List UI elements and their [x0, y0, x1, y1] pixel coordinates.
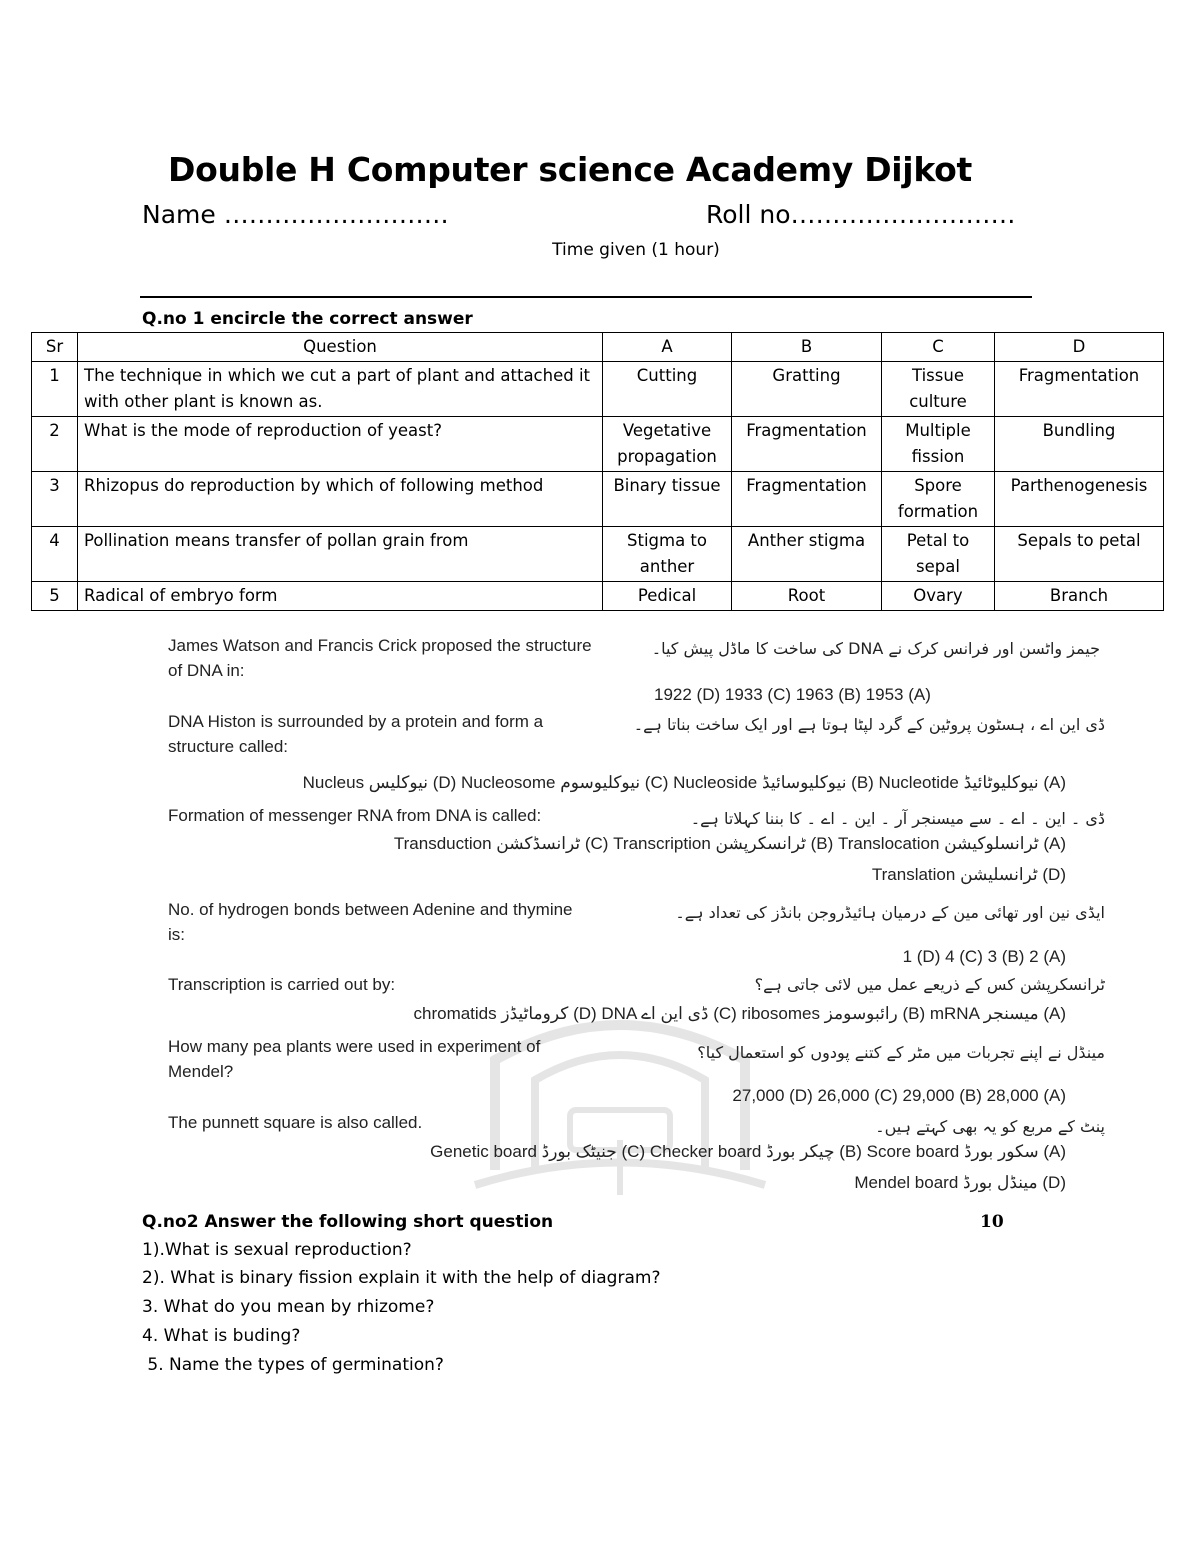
scan-options-6: 27,000 (D) 26,000 (C) 29,000 (B) 28,000 (A) — [732, 1086, 1066, 1105]
sr-cell: 4 — [32, 527, 78, 582]
option-a-cell: Cutting — [603, 362, 732, 417]
option-a-cell: Stigma to anther — [603, 527, 732, 582]
column-header: D — [995, 333, 1164, 362]
table-row — [32, 417, 1164, 472]
divider — [140, 296, 1032, 298]
question-cell: The technique in which we cut a part of plant and attached it with other plant is known as. — [78, 362, 603, 417]
scan-options-1: 1922 (D) 1933 (C) 1963 (B) 1953 (A) — [654, 685, 931, 704]
column-header: A — [603, 333, 732, 362]
option-d-cell: Sepals to petal — [995, 527, 1164, 582]
option-a-cell: Binary tissue — [603, 472, 732, 527]
table-row — [32, 527, 1164, 582]
table-row — [32, 472, 1164, 527]
table-header-row — [32, 333, 1164, 362]
scan-question-4: No. of hydrogen bonds between Adenine and thymine is: — [168, 900, 573, 944]
sr-cell: 5 — [32, 582, 78, 611]
scan-options-5: chromatids کروماٹیڈز (D) DNA ڈی این اے (C) ribosomes رائبوسومز (B) mRNA میسنجر (A) — [413, 1004, 1066, 1023]
table-row — [32, 582, 1164, 611]
scan-question-1: James Watson and Francis Crick proposed the structure of DNA in: — [168, 636, 592, 680]
table-row — [32, 362, 1164, 417]
scan-question-6: How many pea plants were used in experiment of Mendel? — [168, 1037, 541, 1081]
scan-options-3-d: Translation ٹرانسلیشن (D) — [871, 865, 1066, 884]
scan-options-3: Transduction ٹرانسڈکشن (C) Transcription ٹرانسکرپشن (B) Translocation ٹرانسلوکیشن (A) — [393, 834, 1066, 853]
scan-question-5: Transcription is carried out by: — [168, 975, 396, 994]
option-c-cell: Petal to sepal — [882, 527, 995, 582]
sr-cell: 1 — [32, 362, 78, 417]
option-b-cell: Anther stigma — [732, 527, 882, 582]
question-cell: Radical of embryo form — [78, 582, 603, 611]
sr-cell: 2 — [32, 417, 78, 472]
column-header: C — [882, 333, 995, 362]
short-question-1: 1).What is sexual reproduction? — [142, 1240, 412, 1260]
scan-question-5-urdu: ٹرانسکرپشن کس کے ذریعے عمل میں لائی جاتی ہے؟ — [754, 975, 1105, 994]
short-question-4: 4. What is buding? — [142, 1326, 301, 1346]
scan-question-3: Formation of messenger RNA from DNA is called: — [168, 806, 542, 825]
option-a-cell: Pedical — [603, 582, 732, 611]
sr-cell: 3 — [32, 472, 78, 527]
short-question-3: 3. What do you mean by rhizome? — [142, 1297, 435, 1317]
scan-options-2: Nucleus نیوکلیس (D) Nucleosome نیوکلیوسوم (C) Nucleoside نیوکلیوسائیڈ (B) Nucleotide نیوکلیوٹائیڈ (A) — [302, 773, 1066, 792]
short-question-5: 5. Name the types of germination? — [142, 1355, 444, 1375]
scan-question-1-urdu: جیمز واٹسن اور فرانس کرک نے DNA کی ساخت کا ماڈل پیش کیا۔ — [651, 639, 1100, 658]
option-d-cell: Parthenogenesis — [995, 472, 1164, 527]
option-d-cell: Bundling — [995, 417, 1164, 472]
column-header: Question — [78, 333, 603, 362]
q2-heading: Q.no2 Answer the following short question — [142, 1212, 554, 1232]
mcq-table — [31, 332, 1164, 611]
roll-no-field-label: Roll no……………………… — [706, 200, 1016, 229]
question-cell: Rhizopus do reproduction by which of following method — [78, 472, 603, 527]
time-given: Time given (1 hour) — [552, 240, 720, 260]
question-cell: Pollination means transfer of pollan grain from — [78, 527, 603, 582]
scan-options-7: Genetic board جنیٹک بورڈ (C) Checker board چیکر بورڈ (B) Score board سکور بورڈ (A) — [430, 1142, 1066, 1161]
scan-question-3-urdu: ڈی ۔ این ۔ اے ۔ سے میسنجر آر ۔ این ۔ اے ۔ کا بننا کہلاتا ہے۔ — [690, 809, 1105, 828]
q2-marks: 10 — [980, 1212, 1004, 1232]
option-c-cell: Ovary — [882, 582, 995, 611]
option-b-cell: Fragmentation — [732, 417, 882, 472]
question-cell: What is the mode of reproduction of yeast? — [78, 417, 603, 472]
scan-options-4: 1 (D) 4 (C) 3 (B) 2 (A) — [902, 947, 1066, 966]
scan-question-7-urdu: پنٹ کے مربع کو یہ بھی کہتے ہیں۔ — [875, 1117, 1105, 1136]
scan-question-2-urdu: ڈی این اے ، ہسٹون پروٹین کے گرد لپٹا ہوتا ہے اور ایک ساخت بناتا ہے۔ — [633, 715, 1105, 734]
page-title: Double H Computer science Academy Dijkot — [168, 150, 972, 189]
option-b-cell: Root — [732, 582, 882, 611]
name-field-label: Name ……………………… — [142, 200, 449, 229]
option-c-cell: Tissue culture — [882, 362, 995, 417]
q1-heading: Q.no 1 encircle the correct answer — [142, 309, 473, 329]
option-b-cell: Gratting — [732, 362, 882, 417]
option-d-cell: Fragmentation — [995, 362, 1164, 417]
scan-question-2: DNA Histon is surrounded by a protein and form a structure called: — [168, 712, 544, 756]
scan-question-6-urdu: مینڈل نے اپنے تجربات میں مٹر کے کتنے پودوں کو استعمال کیا؟ — [697, 1043, 1105, 1062]
option-a-cell: Vegetative propagation — [603, 417, 732, 472]
option-b-cell: Fragmentation — [732, 472, 882, 527]
option-c-cell: Multiple fission — [882, 417, 995, 472]
scan-question-4-urdu: ایڈی نین اور تھائی مین کے درمیان ہائیڈروجن بانڈز کی تعداد ہے۔ — [675, 903, 1105, 922]
column-header: Sr — [32, 333, 78, 362]
option-d-cell: Branch — [995, 582, 1164, 611]
option-c-cell: Spore formation — [882, 472, 995, 527]
column-header: B — [732, 333, 882, 362]
scan-options-7-d: Mendel board مینڈل بورڈ (D) — [854, 1173, 1066, 1192]
short-question-2: 2). What is binary fission explain it with the help of diagram? — [142, 1268, 661, 1288]
scan-question-7: The punnett square is also called. — [168, 1113, 423, 1132]
